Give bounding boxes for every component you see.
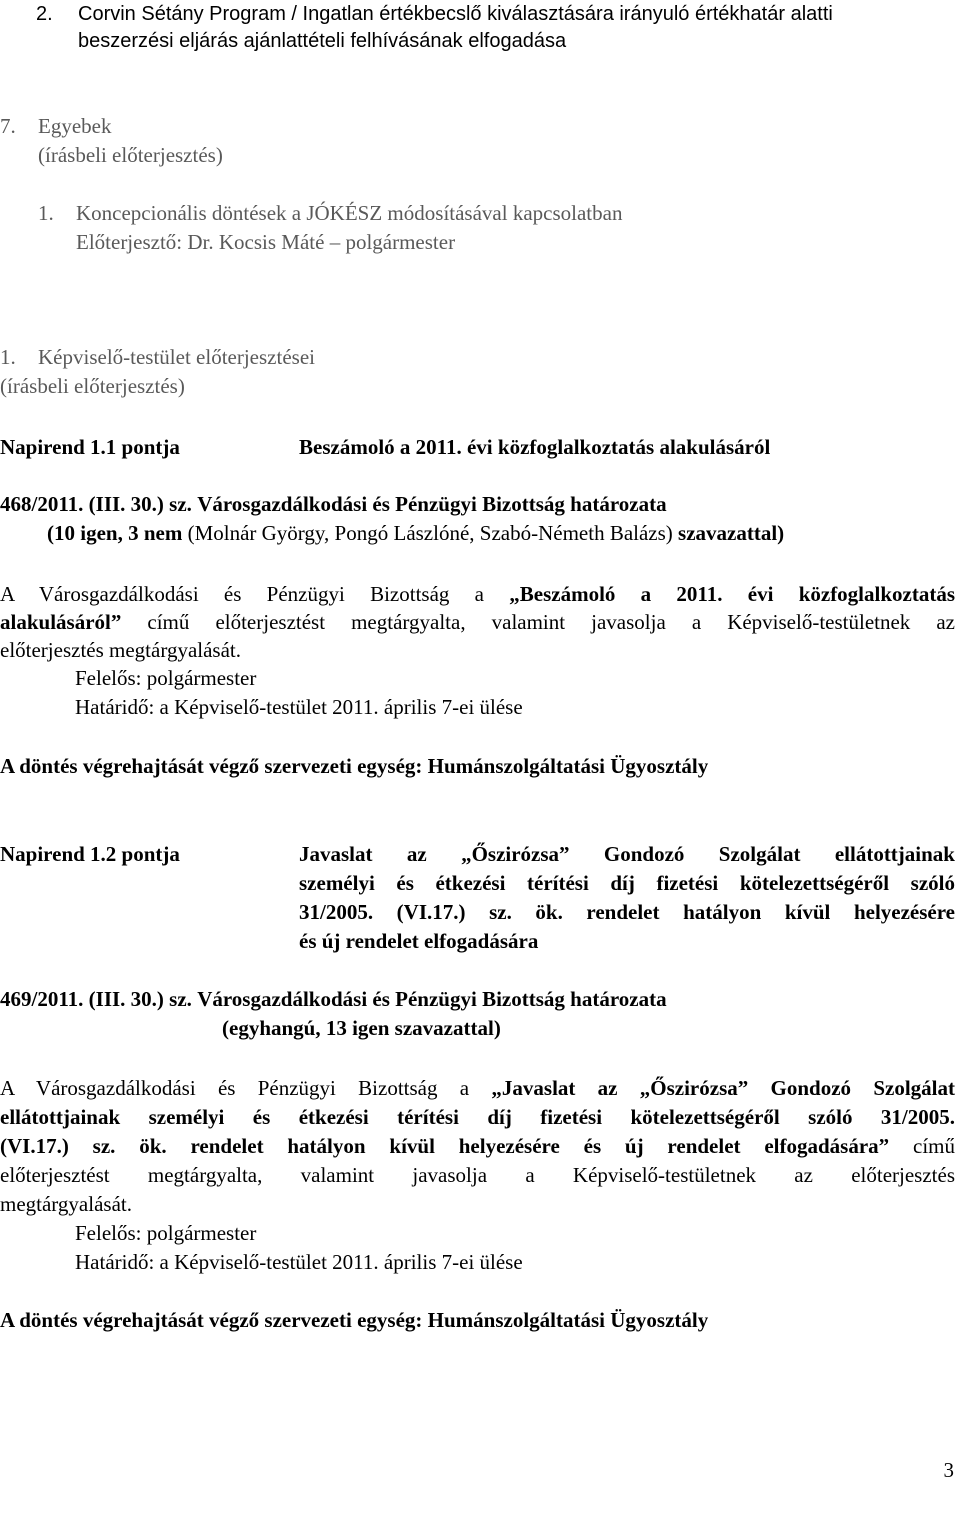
agenda2-body-line5: megtárgyalását.	[0, 1192, 132, 1216]
item7-entry-title: Koncepcionális döntések a JÓKÉSZ módosításával kapcsolatban	[76, 201, 623, 225]
section1-number: 1.	[0, 345, 16, 369]
agenda1-vote-a: (10 igen, 3 nem	[47, 521, 183, 545]
agenda1-resolution-title: Városgazdálkodási és Pénzügyi Bizottság határozata	[197, 492, 667, 516]
item7-presenter: Előterjesztő: Dr. Kocsis Máté – polgármester	[76, 230, 456, 254]
section1-sub: (írásbeli előterjesztés)	[0, 374, 185, 398]
agenda2-resolution-id: 469/2011. (III. 30.) sz.	[0, 987, 192, 1011]
item7-sub: (írásbeli előterjesztés)	[38, 143, 223, 167]
agenda2-body-line3	[0, 1132, 955, 1161]
agenda2-resolution-line	[0, 985, 667, 1014]
agenda1-vote-b: (Molnár György, Pongó Lászlóné, Szabó-Németh Balázs)	[187, 521, 673, 545]
agenda1-body1-b: „Beszámoló a 2011. évi közfoglalkoztatás	[509, 582, 956, 606]
agenda2-body-line4: előterjesztést megtárgyalta, valamint javasolja a Képviselő-testületnek az előterjesztés	[0, 1163, 955, 1187]
agenda2-body1-b: „Javaslat az „Őszirózsa” Gondozó Szolgálat	[491, 1076, 955, 1100]
agenda2-deadline: Határidő: a Képviselő-testület 2011. április 7-ei ülése	[75, 1250, 523, 1274]
item7-entry-number: 1.	[38, 201, 54, 225]
top-item-line2: beszerzési eljárás ajánlattételi felhívásának elfogadása	[78, 30, 567, 52]
agenda2-body3-b: című	[913, 1134, 955, 1158]
item7-title: Egyebek	[38, 114, 112, 138]
agenda1-vote-line	[47, 519, 784, 548]
agenda1-body-line2	[0, 608, 955, 637]
top-item-line1: Corvin Sétány Program / Ingatlan értékbecslő kiválasztására irányuló értékhatár alatti	[78, 3, 833, 25]
agenda2-vote: (egyhangú, 13 igen szavazattal)	[222, 1016, 501, 1040]
agenda1-body2-b: című előterjesztést megtárgyalta, valamint javasolja a Képviselő-testületnek az	[147, 610, 955, 634]
top-item-number: 2.	[36, 3, 53, 25]
agenda1-resolution-line	[0, 490, 667, 519]
agenda1-responsible: Felelős: polgármester	[75, 666, 257, 690]
agenda1-title: Beszámoló a 2011. évi közfoglalkoztatás alakulásáról	[299, 435, 771, 459]
agenda2-unit: A döntés végrehajtását végző szervezeti egység: Humánszolgáltatási Ügyosztály	[0, 1308, 709, 1332]
agenda2-title-line1: Javaslat az „Őszirózsa” Gondozó Szolgálat ellátottjainak	[299, 842, 955, 866]
agenda1-label: Napirend 1.1 pontja	[0, 435, 180, 459]
agenda2-title-line3: 31/2005. (VI.17.) sz. ök. rendelet hatályon kívül helyezésére	[299, 900, 955, 924]
agenda1-body-line1	[0, 580, 955, 609]
agenda2-body-line1	[0, 1074, 955, 1103]
agenda1-unit: A döntés végrehajtását végző szervezeti egység: Humánszolgáltatási Ügyosztály	[0, 754, 709, 778]
section1-title: Képviselő-testület előterjesztései	[38, 345, 315, 369]
agenda1-body2-a: alakulásáról”	[0, 610, 122, 634]
agenda2-title-line4: és új rendelet elfogadására	[299, 929, 539, 953]
agenda1-vote-c: szavazattal)	[678, 521, 785, 545]
agenda1-body1-a: A Városgazdálkodási és Pénzügyi Bizottság a	[0, 582, 484, 606]
agenda2-label: Napirend 1.2 pontja	[0, 842, 180, 866]
agenda2-resolution-title: Városgazdálkodási és Pénzügyi Bizottság határozata	[197, 987, 667, 1011]
agenda2-title-line2: személyi és étkezési térítési díj fizetési kötelezettségéről szóló	[299, 871, 955, 895]
item7-number: 7.	[0, 114, 16, 138]
agenda2-body-line2: ellátottjainak személyi és étkezési térítési díj fizetési kötelezettségéről szóló 31/2005.	[0, 1105, 955, 1129]
agenda1-resolution-id: 468/2011. (III. 30.) sz.	[0, 492, 192, 516]
agenda1-deadline: Határidő: a Képviselő-testület 2011. április 7-ei ülése	[75, 695, 523, 719]
page-number: 3	[943, 1458, 954, 1482]
agenda2-responsible: Felelős: polgármester	[75, 1221, 257, 1245]
agenda2-body1-a: A Városgazdálkodási és Pénzügyi Bizottság a	[0, 1076, 470, 1100]
agenda2-body3-a: (VI.17.) sz. ök. rendelet hatályon kívül helyezésére és új rendelet elfogadására”	[0, 1134, 890, 1158]
agenda1-body-line3: előterjesztés megtárgyalását.	[0, 638, 242, 662]
